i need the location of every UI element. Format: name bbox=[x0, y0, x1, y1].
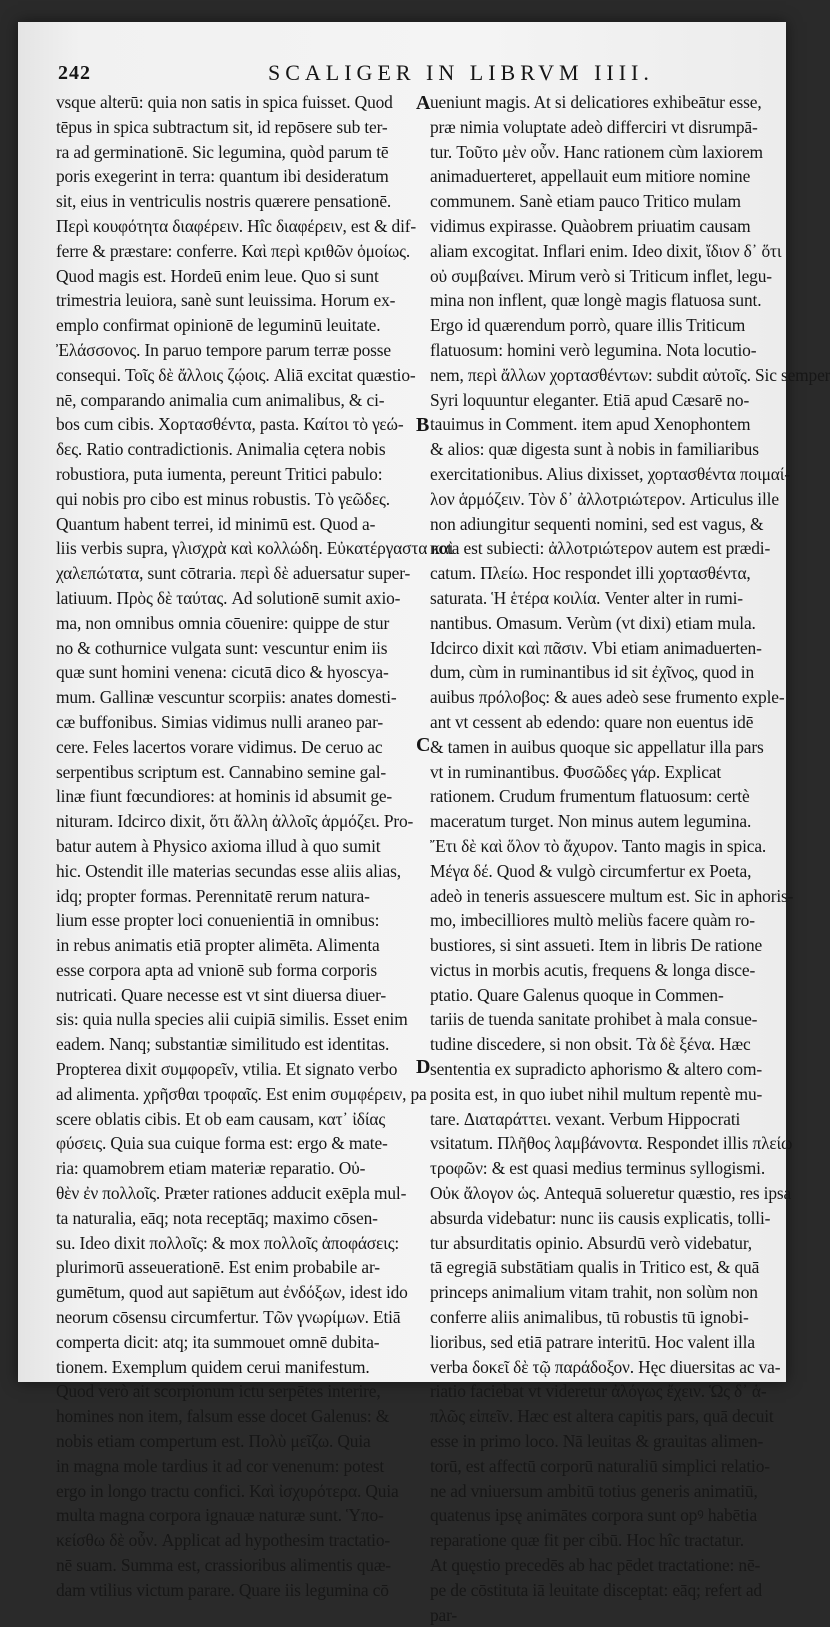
text-line: λον ἁρμόζειν. Τὸν δ᾽ ἀλλοτριώτερον. Articulus ille bbox=[430, 488, 779, 509]
text-line: tudine discedere, si non obsit. Τὰ δὲ ξένα. Hæc bbox=[430, 1034, 751, 1055]
text-line: flatuosum: homini verò legumina. Nota locutio- bbox=[430, 339, 757, 360]
text-line: liis verbis supra, γλισχρὰ καὶ κολλώδη. Εὐκατέργαστα καὶ bbox=[56, 538, 454, 559]
text-line: bustiores, si sint assueti. Item in libris De ratione bbox=[430, 935, 763, 956]
text-line: no & cothurnice vulgata sunt: vescuntur enim iis bbox=[56, 637, 388, 658]
text-line: non adiungitur sequenti nomini, sed est vagus, & bbox=[430, 513, 764, 534]
text-line: tionem. Exemplum quidem cerui manifestum. bbox=[56, 1356, 370, 1377]
text-line: mum. Gallinæ vescuntur scorpiis: anates domesti- bbox=[56, 687, 397, 708]
text-line: lium esse propter loci conuenientiā in omnibus: bbox=[56, 910, 380, 931]
text-line: quatenus ipsę animātes corpora sunt opꝰ habētia bbox=[430, 1505, 758, 1526]
text-line: esse in primo loco. Nā leuitas & grauitas alimen- bbox=[430, 1431, 764, 1452]
text-line: Idcirco dixit καὶ πᾶσιν. Vbi etiam animaduerten- bbox=[430, 637, 762, 658]
text-line: reparatione quæ fit per cibū. Hoc hîc tractatur. bbox=[430, 1530, 744, 1551]
text-line: sit, eius in ventriculis nostris quærere pensationē. bbox=[56, 191, 392, 212]
text-line: ra ad germinationē. Sic legumina, quòd parum tē bbox=[56, 141, 389, 162]
text-line: linæ fiunt fœcundiores: at hominis id absumit ge- bbox=[56, 786, 393, 807]
text-line: Quantum habent terrei, id minimū est. Quod a- bbox=[56, 513, 376, 534]
text-line: quæ sunt homini venena: cicutā dico & hyoscya- bbox=[56, 662, 389, 683]
text-line: animaduerteret, appellauit eum mitiore nomine bbox=[430, 166, 751, 187]
text-line: cæ buffonibus. Simias vidimus nulli araneo par- bbox=[56, 711, 384, 732]
text-line: saturata. Ἡ ἑτέρα κοιλία. Venter alter in rumi- bbox=[430, 587, 743, 608]
page-number: 242 bbox=[58, 62, 91, 84]
text-line: victus in morbis acutis, frequens & longa disce- bbox=[430, 959, 756, 980]
text-line: latiuum. Πρὸς δὲ ταύτας. Ad solutionē sumit axio- bbox=[56, 587, 401, 608]
text-line: verba δοκεῖ δὲ τῷ παράδοξον. Hęc diuersitas ac va- bbox=[430, 1356, 781, 1377]
text-line: At quęstio precedēs ab hac pēdet tractatione: nē- bbox=[430, 1555, 761, 1576]
text-line: cere. Feles lacertos vorare vidimus. De ceruo ac bbox=[56, 736, 383, 757]
left-column bbox=[56, 90, 454, 1600]
text-line: κείσθω δὲ οὖν. Applicat ad hypothesim tractatio- bbox=[56, 1530, 391, 1551]
text-line: ergo in longo tractu confici. Καὶ ἰσχυρότερα. Quia bbox=[56, 1480, 399, 1501]
text-line: conferre aliis animalibus, tū robustis tū ignobi- bbox=[430, 1307, 749, 1328]
margin-letter-a: A bbox=[416, 92, 431, 114]
text-line: in rebus animatis etiā propter alimēta. Alimenta bbox=[56, 935, 380, 956]
text-line: Ἔτι δὲ καὶ ὅλον τὸ ἄχυρον. Tanto magis in spica. bbox=[430, 835, 767, 856]
text-line: Περὶ κουφότητα διαφέρειν. Hîc διαφέρειν, est & dif- bbox=[56, 215, 417, 236]
text-line: οὐ συμβαίνει. Mirum verò si Triticum inflet, legu- bbox=[430, 265, 772, 286]
text-line: nobis etiam compertum est. Πολὺ μεῖζω. Quia bbox=[56, 1431, 371, 1452]
text-line: qui nobis pro cibo est minus robustis. Τὸ γεῶδες. bbox=[56, 488, 390, 509]
text-line: nem, περὶ ἄλλων χορτασθέντων: subdit αὐτοῖς. Sic semper bbox=[430, 364, 830, 385]
text-line: princeps animalium vitam trahit, non solùm non bbox=[430, 1282, 758, 1303]
margin-letter-b: B bbox=[416, 414, 430, 436]
text-line: ueniunt magis. At si delicatiores exhibeātur esse, bbox=[430, 92, 762, 112]
text-line: neorum cōsensu circumfertur. Τῶν γνωρίμων. Etiā bbox=[56, 1307, 401, 1328]
margin-letter-d: D bbox=[416, 1056, 431, 1078]
text-line: δες. Ratio contradictionis. Animalia cętera nobis bbox=[56, 439, 386, 460]
text-line: multa magna corpora ignauæ naturæ sunt. Ὑπο- bbox=[56, 1505, 384, 1526]
text-line: ptatio. Quare Galenus quoque in Commen- bbox=[430, 984, 724, 1005]
text-line: mina non inflent, quæ longè magis flatuosa sunt. bbox=[430, 290, 762, 311]
book-page bbox=[18, 22, 830, 1625]
text-line: communem. Sanè etiam pauco Tritico mulam bbox=[430, 191, 741, 212]
text-line: comperta dicit: atq; ita summouet omnē dubita- bbox=[56, 1331, 380, 1352]
text-line: trimestria leuiora, sanè sunt leuissima. Horum ex- bbox=[56, 290, 396, 311]
text-line: ant vt cessent ab edendo: quare non euentus idē bbox=[430, 711, 754, 732]
text-line: nituram. Idcirco dixit, ὅτι ἄλλη ἀλλοῖς ἁρμόζει. Pro- bbox=[56, 811, 414, 832]
text-line: sententia ex supradicto aphorismo & altero com- bbox=[430, 1059, 762, 1080]
text-line: ma, non omnibus omnia cōuenire: quippe de stur bbox=[56, 612, 390, 633]
text-line: πλῶς εἰπεῖν. Hæc est altera capitis pars, quā decuit bbox=[430, 1406, 774, 1427]
text-line: eadem. Nanq; substantiæ similitudo est identitas. bbox=[56, 1034, 390, 1055]
text-line: torū, est affectū corporū naturaliū simplici relatio- bbox=[430, 1455, 770, 1476]
text-line: serpentibus scriptum est. Cannabino semine gal- bbox=[56, 761, 387, 782]
text-line: χαλεπώτατα, sunt cōtraria. περὶ δὲ aduersatur super- bbox=[56, 563, 411, 584]
text-line: nutricati. Quare necesse est vt sint diuersa diuer- bbox=[56, 984, 387, 1005]
text-line: nantibus. Omasum. Verùm (vt dixi) etiam mula. bbox=[430, 612, 756, 633]
text-line: nē, comparando animalia cum animalibus, & ci- bbox=[56, 389, 385, 410]
text-line: aliam excogitat. Inflari enim. Ideo dixit, ἴδιον δ᾽ ὅτι bbox=[430, 240, 782, 261]
text-line: Ergo id quærendum porrò, quare illis Triticum bbox=[430, 315, 746, 336]
text-line: ferre & præstare: conferre. Καὶ περὶ κριθῶν ὁμοίως. bbox=[56, 240, 411, 261]
text-line: maceratum turget. Non minus autem legumina. bbox=[430, 811, 752, 832]
text-line: τροφῶν: & est quasi medius terminus syllogismi. bbox=[430, 1158, 766, 1179]
text-line: tare. Διαταράττει. vexant. Verbum Hippocrati bbox=[430, 1108, 741, 1129]
running-title: SCALIGER IN LIBRVM IIII. bbox=[268, 60, 654, 85]
text-line: homines non item, falsum esse docet Galenus: & bbox=[56, 1406, 390, 1427]
text-line: tariis de tuenda sanitate prohibet à mala consue- bbox=[430, 1009, 758, 1030]
text-line: θὲν ἐν πολλοῖς. Præter rationes adducit exēpla mul- bbox=[56, 1183, 407, 1204]
text-line: tur absurditatis opinio. Absurdū verò videbatur, bbox=[430, 1232, 752, 1253]
text-line: plurimorū asseuerationē. Est enim probabile ar- bbox=[56, 1257, 380, 1278]
text-line: vt in ruminantibus. Φυσῶδες γάρ. Explicat bbox=[430, 761, 722, 782]
text-line: absurda videbatur: nunc iis causis explicatis, tolli- bbox=[430, 1207, 771, 1228]
text-line: Οὐκ ἄλογον ὡς. Antequā solueretur quæstio, res ipsa bbox=[430, 1183, 792, 1204]
text-line: Μέγα δέ. Quod & vulgò circumfertur ex Poeta, bbox=[430, 860, 752, 881]
text-line: vsque alterū: quia non satis in spica fuisset. Quod bbox=[56, 92, 393, 112]
margin-letter-c: C bbox=[416, 734, 431, 756]
text-line: exercitationibus. Alius dixisset, χορτασθέντα ποιμαί- bbox=[430, 463, 790, 484]
text-line: scere oblatis cibis. Et ob eam causam, κατ᾽ ἰδίας bbox=[56, 1108, 386, 1129]
text-line: tēpus in spica subtractum sit, id repōsere sub ter- bbox=[56, 116, 388, 137]
text-line: sis: quia nulla species alii cuipiā similis. Esset enim bbox=[56, 1009, 408, 1030]
text-line: bos cum cibis. Χορτασθέντα, pasta. Καίτοι τὸ γεώ- bbox=[56, 414, 404, 435]
text-line: mo, imbecilliores multò meliùs facere quàm ro- bbox=[430, 910, 755, 931]
text-line: Syri loquuntur eleganter. Etiā apud Cæsarē no- bbox=[430, 389, 750, 410]
text-line: tur. Τοῦτο μὲν οὖν. Hanc rationem cùm laxiorem bbox=[430, 141, 763, 162]
text-line: in magna mole tardius it ad cor venenum: potest bbox=[56, 1455, 385, 1476]
text-line: vidimus expirasse. Quàobrem priuatim causam bbox=[430, 215, 751, 236]
text-line: hic. Ostendit ille materias secundas esse aliis alias, bbox=[56, 860, 401, 881]
text-line: par- bbox=[430, 1604, 458, 1625]
text-line: tā egregiā substātiam qualis in Tritico est, & quā bbox=[430, 1257, 760, 1278]
text-line: robustiora, puta iumenta, pereunt Tritici pabulo: bbox=[56, 463, 383, 484]
text-line: ad alimenta. χρῆσθαι τροφαῖς. Est enim συμφέρειν, pa bbox=[56, 1083, 427, 1104]
text-line: vsitatum. Πλῆθος λαμβάνοντα. Respondet illis πλείω bbox=[430, 1133, 793, 1154]
text-line: poris exegerint in terra: quantum ibi desideratum bbox=[56, 166, 389, 187]
text-line: catum. Πλείω. Hoc respondet illi χορτασθέντα, bbox=[430, 563, 751, 584]
text-line: su. Ideo dixit πολλοῖς: & mox πολλοῖς ἀποφάσεις: bbox=[56, 1232, 400, 1253]
text-line: præ nimia voluptate adeò differciri vt disrumpā- bbox=[430, 116, 758, 137]
text-line: & tamen in auibus quoque sic appellatur illa pars bbox=[430, 736, 764, 757]
text-line: Propterea dixit συμφορεῖν, vtilia. Et signato verbo bbox=[56, 1059, 398, 1080]
text-line: batur autem à Physico axioma illud à quo sumit bbox=[56, 835, 381, 856]
text-line: nē suam. Summa est, crassioribus alimentis quæ- bbox=[56, 1555, 391, 1576]
text-line: ria: quamobrem etiam materiæ reparatio. Οὐ- bbox=[56, 1158, 366, 1179]
right-column bbox=[430, 90, 830, 1625]
text-line: riatio faciebat vt videretur ἀλόγως ἔχειν. Ὡς δ᾽ ἁ- bbox=[430, 1381, 767, 1402]
text-line: tauimus in Comment. item apud Xenophontem bbox=[430, 414, 751, 435]
text-line: rationem. Crudum frumentum flatuosum: certè bbox=[430, 786, 750, 807]
text-line: pe de cōstituta iā leuitate disceptat: eāq; refert ad bbox=[430, 1579, 762, 1600]
text-line: posita est, in quo iubet nihil multum repentè mu- bbox=[430, 1083, 763, 1104]
text-line: & alios: quæ digesta sunt à nobis in familiaribus bbox=[430, 439, 759, 460]
text-line: gumētum, quod aut sapiētum aut ἐνδόξων, idest ido bbox=[56, 1282, 408, 1303]
text-line: esse corpora apta ad vnionē sub forma corporis bbox=[56, 959, 377, 980]
text-line: consequi. Τοῖς δὲ ἄλλοις ζῴοις. Aliā excitat quæstio- bbox=[56, 364, 416, 385]
text-line: ne ad vniuersum ambitū totius generis animatiū, bbox=[430, 1480, 758, 1501]
text-line: adeò in teneris assuescere multum est. Sic in aphoris- bbox=[430, 885, 794, 906]
page-header bbox=[58, 60, 778, 90]
text-line: dam vtilius victum parare. Quare iis legumina cō bbox=[56, 1579, 389, 1600]
text-line: auibus πρόλοβος: & aues adeò sese frumento exple- bbox=[430, 687, 785, 708]
text-line: idq; propter formas. Perennitatē rerum natura- bbox=[56, 885, 370, 906]
text-line: Ἐλάσσονος. In paruo tempore parum terræ posse bbox=[56, 339, 391, 360]
text-line: Quod magis est. Hordeū enim leue. Quo si sunt bbox=[56, 265, 379, 286]
text-line: lioribus, sed etiā patrare interitū. Hoc valent illa bbox=[430, 1331, 755, 1352]
text-line: emplo confirmat opinionē de leguminū leuitate. bbox=[56, 315, 381, 336]
text-line: dum, cùm in ruminantibus id sit ἐχῖνος, quod in bbox=[430, 662, 755, 683]
text-line: φύσεις. Quia sua cuique forma est: ergo & mate- bbox=[56, 1133, 388, 1154]
text-line: nota est subiecti: ἀλλοτριώτερον autem est prædi- bbox=[430, 538, 771, 559]
text-line: Quod verò ait scorpionum ictu serpētes interire, bbox=[56, 1381, 381, 1402]
text-line: ta naturalia, eāq; nota receptāq; maximo cōsen- bbox=[56, 1207, 378, 1228]
